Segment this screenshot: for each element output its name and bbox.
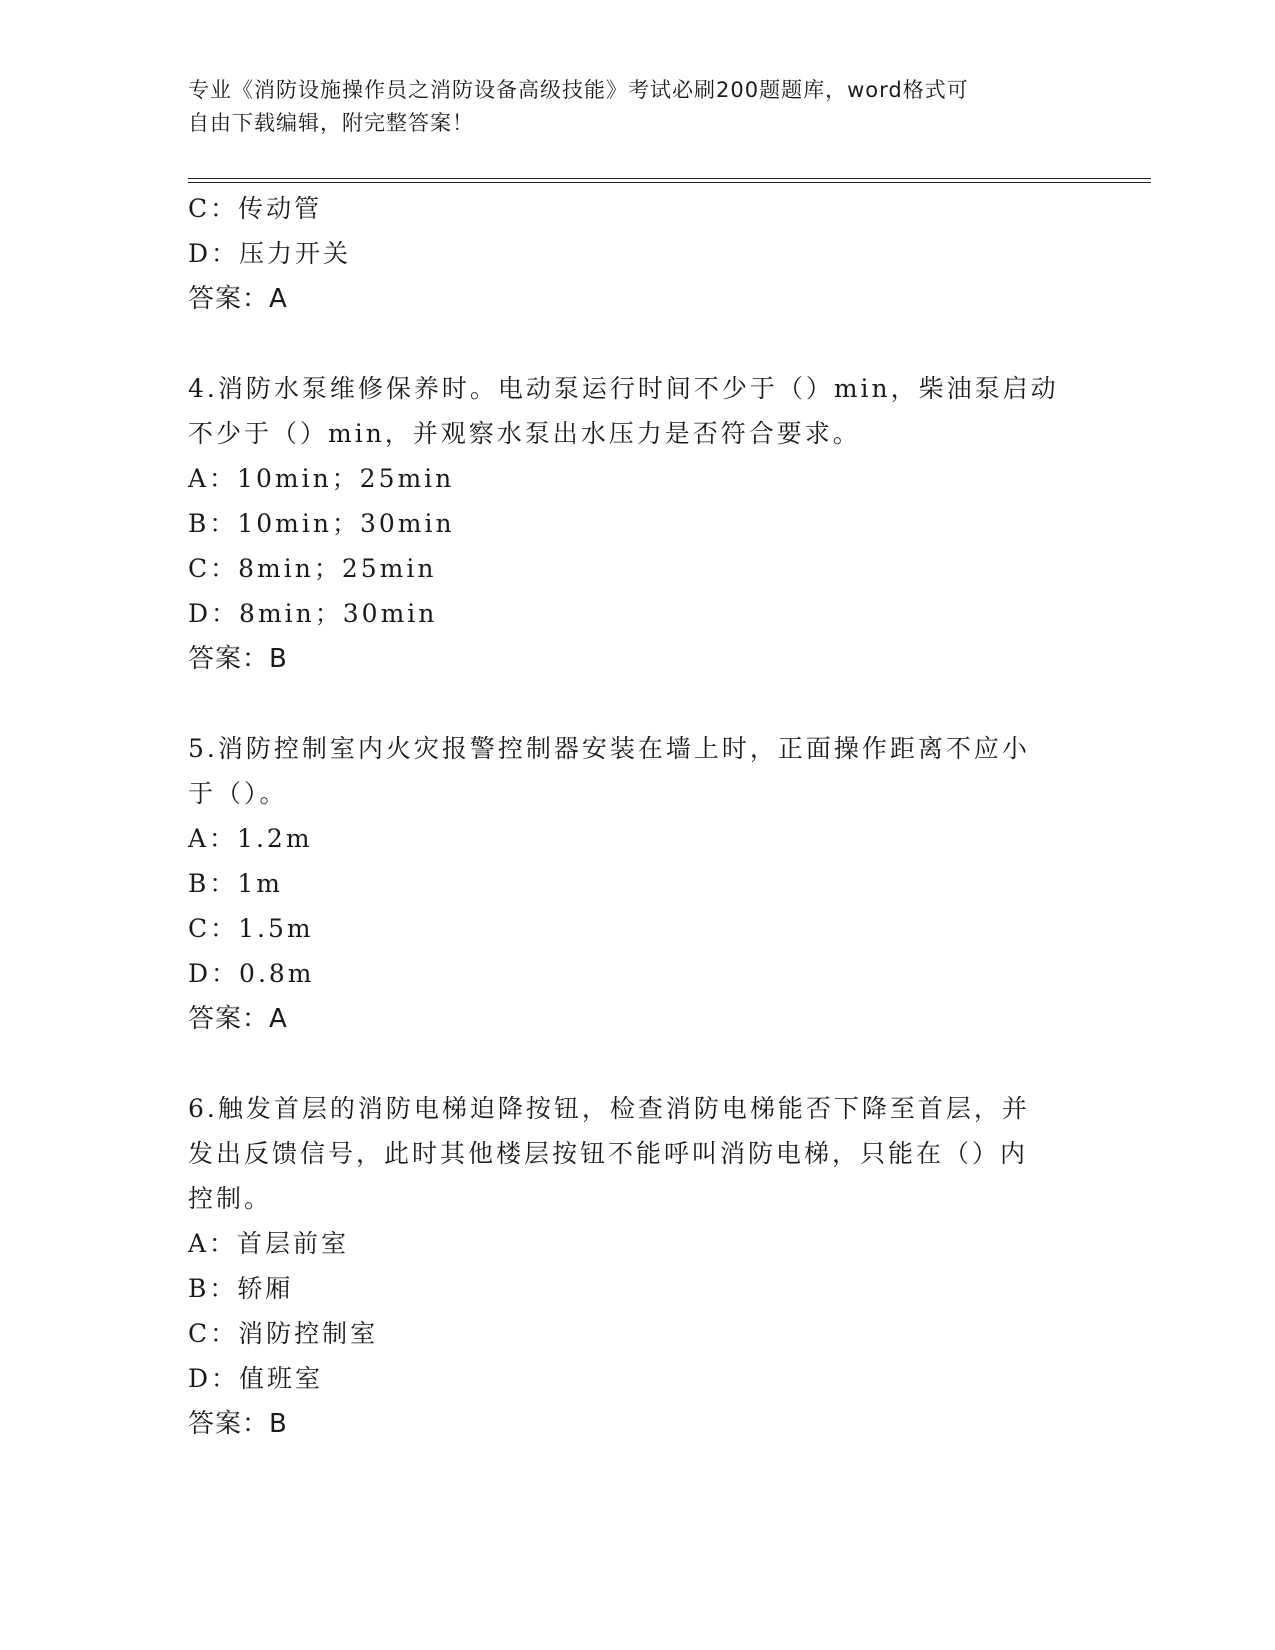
- question-3-option-c: C：传动管: [188, 194, 323, 223]
- question-5-option-b: B：1m: [188, 869, 283, 898]
- question-5-option-c: C：1.5m: [188, 914, 314, 943]
- question-3-option-d: D：压力开关: [188, 239, 352, 268]
- header-divider-top: [188, 178, 1151, 179]
- question-5-option-a: A：1.2m: [188, 824, 313, 853]
- question-4-stem-line-1: 4.消防水泵维修保养时。电动泵运行时间不少于（）min，柴油泵启动: [188, 374, 1059, 403]
- question-6-stem-line-1: 6.触发首层的消防电梯迫降按钮，检查消防电梯能否下降至首层，并: [188, 1094, 1030, 1123]
- question-5-stem-line-1: 5.消防控制室内火灾报警控制器安装在墙上时，正面操作距离不应小: [188, 734, 1030, 763]
- question-6-stem-line-2: 发出反馈信号，此时其他楼层按钮不能呼叫消防电梯，只能在（）内: [188, 1139, 1029, 1168]
- question-4-option-a: A：10min；25min: [188, 464, 455, 493]
- question-3-answer: 答案：A: [188, 284, 288, 314]
- question-5-option-d: D：0.8m: [188, 959, 315, 988]
- header-line-1: 专业《消防设施操作员之消防设备高级技能》考试必刷200题题库，word格式可: [188, 78, 969, 102]
- document-header: [188, 74, 1068, 140]
- question-4-option-b: B：10min；30min: [188, 509, 455, 538]
- question-5-stem-line-2: 于（）。: [188, 779, 288, 808]
- question-4-stem-line-2: 不少于（）min，并观察水泵出水压力是否符合要求。: [188, 419, 861, 448]
- question-6-option-b: B：轿厢: [188, 1274, 294, 1303]
- question-6-stem-line-3: 控制。: [188, 1184, 273, 1213]
- question-4-option-c: C：8min；25min: [188, 554, 437, 583]
- question-4-answer: 答案：B: [188, 644, 288, 674]
- header-divider-bottom: [188, 182, 1151, 183]
- question-6-option-a: A：首层前室: [188, 1229, 350, 1258]
- question-5-answer: 答案：A: [188, 1004, 288, 1034]
- question-6-option-d: D：值班室: [188, 1364, 324, 1393]
- question-4-option-d: D：8min；30min: [188, 599, 438, 628]
- question-6-option-c: C：消防控制室: [188, 1319, 379, 1348]
- header-line-2: 自由下载编辑，附完整答案！: [188, 111, 474, 135]
- question-6-answer: 答案：B: [188, 1409, 288, 1439]
